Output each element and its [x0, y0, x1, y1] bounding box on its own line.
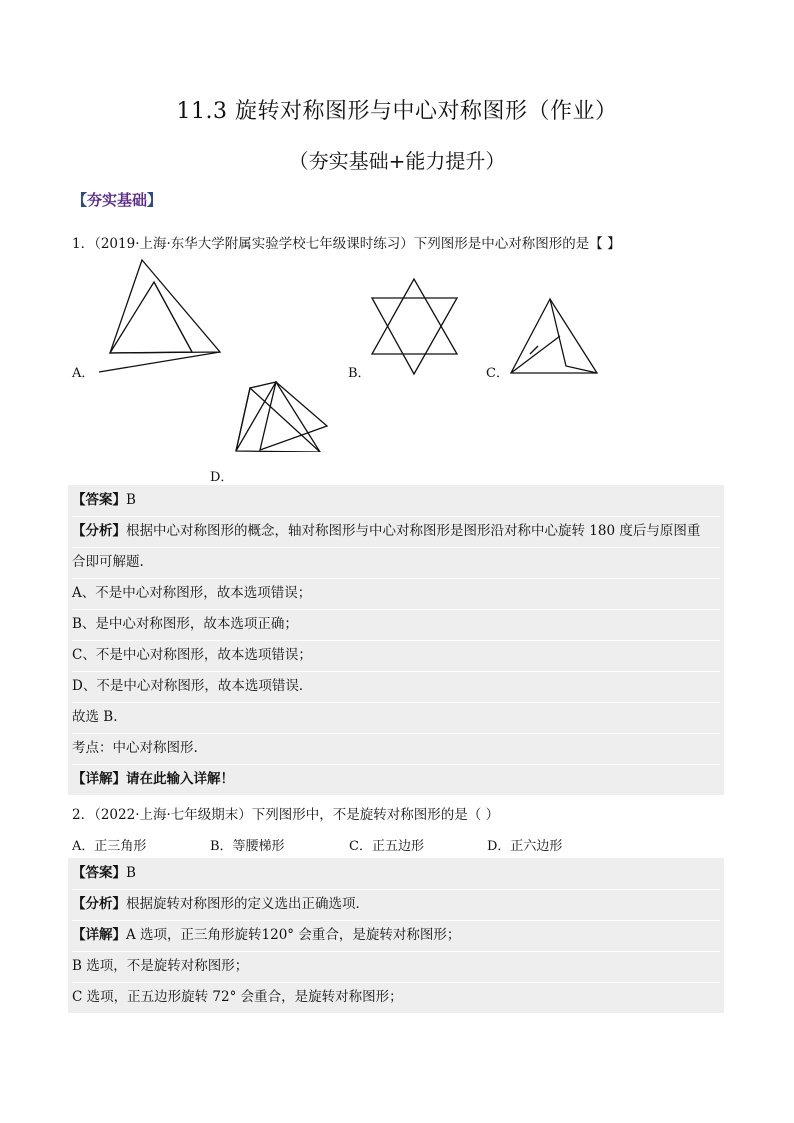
q1-choose: 故选 B. [72, 702, 720, 734]
q1-analysis-tag: 【分析】 [72, 523, 126, 539]
q1-option-d: D． [210, 470, 234, 485]
figure-a-line-2 [154, 282, 192, 352]
q1-line-d: D、不是中心对称图形，故本选项错误． [72, 671, 720, 703]
q2-detail-text-1: A 选项，正三角形旋转120° 会重合，是旋转对称图形； [126, 927, 461, 943]
q1-answer-value: B [126, 492, 136, 508]
q1-line-a: A、不是中心对称图形，故本选项错误； [72, 578, 720, 610]
q1-option-c: C． [486, 366, 509, 381]
q1-option-a: A． [72, 366, 95, 381]
q1-analysis-cont: 合即可解题. [72, 547, 720, 579]
q2-detail-2: B 选项，不是旋转对称图形； [72, 951, 720, 983]
q2-analysis [72, 889, 720, 921]
q1-line-b: B、是中心对称图形，故本选项正确； [72, 609, 720, 641]
figure-c [508, 296, 600, 376]
section-open-bracket: 【 [72, 191, 88, 209]
figure-d [232, 380, 332, 452]
q2-detail-3: C 选项，正五边形旋转 72° 会重合，是旋转对称图形； [72, 982, 720, 1014]
page-subtitle: （夯实基础+能力提升） [288, 149, 506, 173]
q1-detail-text: 请在此输入详解！ [126, 771, 234, 787]
figure-b-triangle-down [372, 298, 457, 374]
q1-detail [72, 764, 720, 796]
figure-c-line-2 [511, 336, 560, 373]
q2-option-a: A．正三角形 [72, 839, 147, 854]
figure-d-triangle-2 [236, 388, 320, 452]
q1-analysis [72, 516, 720, 548]
q2-option-b: B．等腰梯形 [210, 839, 285, 854]
q2-detail-1 [72, 920, 720, 952]
figure-b-triangle-up [372, 279, 457, 354]
figure-b [370, 278, 460, 376]
figure-c-triangle [511, 299, 597, 373]
section-label: 夯实基础 [87, 191, 148, 209]
q1-answer-tag: 【答案】 [72, 492, 126, 508]
q2-answer [72, 858, 720, 890]
q2-analysis-text: 根据旋转对称图形的定义选出正确选项． [126, 896, 369, 912]
figure-a-line [99, 352, 220, 372]
section-close-bracket: 】 [147, 191, 163, 209]
question-2-stem: 2．（2022·上海·七年级期末）下列图形中，不是旋转对称图形的是（ ） [72, 807, 500, 823]
figure-a-triangle-outer [110, 260, 220, 353]
figure-a [96, 258, 222, 376]
q2-option-c: C．正五边形 [349, 839, 424, 854]
q2-answer-value: B [126, 865, 136, 881]
q1-analysis-text: 根据中心对称图形的概念，轴对称图形与中心对称图形是图形沿对称中心旋转 180 度后与原图重 [126, 523, 701, 539]
q2-detail-tag: 【详解】 [72, 927, 126, 943]
question-1-stem: 1．（2019·上海·东华大学附属实验学校七年级课时练习）下列图形是中心对称图形的是【 】 [72, 236, 621, 252]
q2-answer-tag: 【答案】 [72, 865, 126, 881]
q2-option-d: D．正六边形 [487, 839, 563, 854]
q1-option-b: B． [348, 366, 371, 381]
q1-detail-tag: 【详解】 [72, 771, 126, 787]
q1-point: 考点：中心对称图形. [72, 733, 720, 765]
section-heading [72, 189, 162, 210]
figure-d-triangle-1 [236, 382, 276, 451]
q1-line-c: C、不是中心对称图形，故本选项错误； [72, 640, 720, 672]
page-title: 11.3 旋转对称图形与中心对称图形（作业） [176, 99, 618, 124]
q1-answer [72, 485, 720, 517]
q2-analysis-tag: 【分析】 [72, 896, 126, 912]
